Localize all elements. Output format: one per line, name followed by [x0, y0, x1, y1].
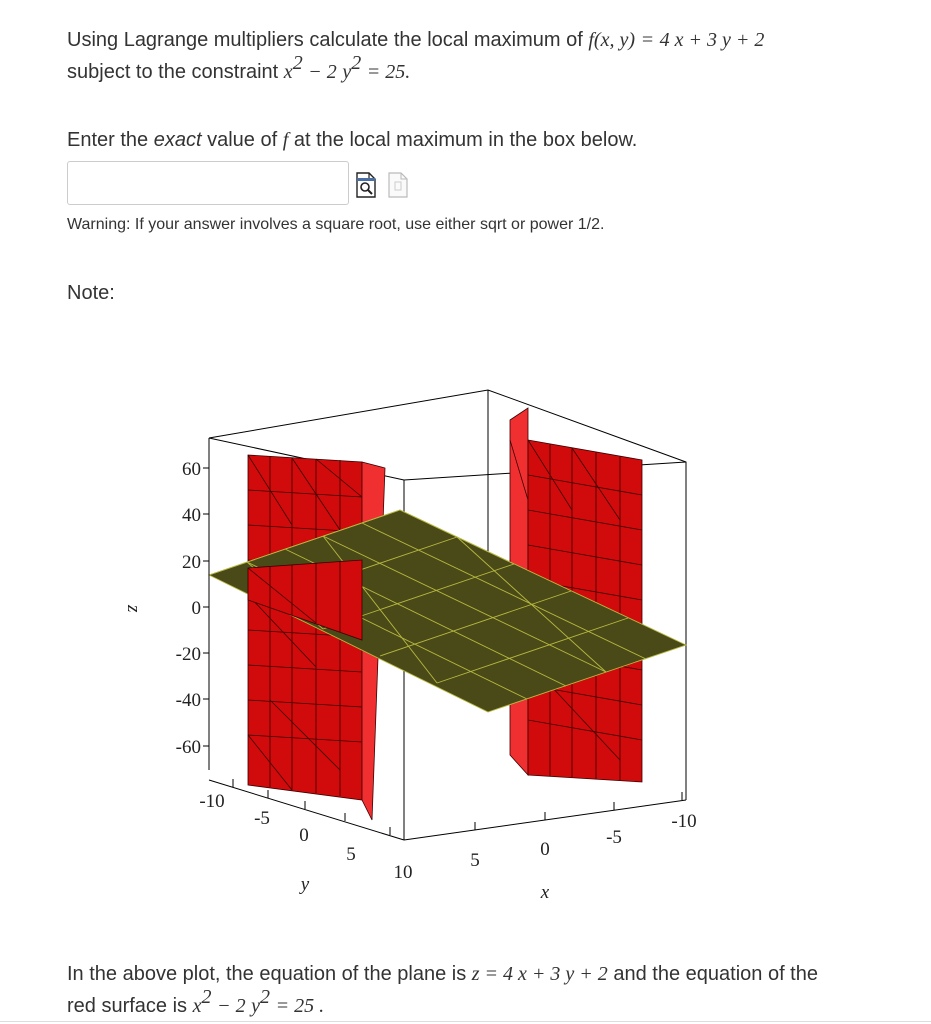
function-expression: 4 x + 3 y + 2: [659, 29, 765, 51]
x-tick: 5: [470, 850, 480, 871]
plane-equation: z = 4 x + 3 y + 2: [471, 963, 608, 985]
note-label: Note:: [67, 282, 115, 304]
instruction: Enter the exact value of f at the local maximum in the box below.: [67, 129, 638, 151]
z-axis: [123, 438, 209, 770]
y-tick: 10: [393, 862, 413, 883]
z-tick: -60: [175, 737, 201, 758]
y-axis-label: y: [300, 874, 310, 895]
caption-line-2: red surface is $x^2 - 2$ $y^2 = 25$ .: [67, 986, 325, 1017]
z-tick: 60: [182, 459, 201, 480]
z-tick: 40: [182, 505, 201, 526]
bottom-divider: [0, 1021, 931, 1022]
y-axis: [199, 779, 412, 895]
y-tick: -5: [254, 808, 270, 829]
preview-icon[interactable]: [355, 172, 377, 198]
z-tick: 0: [191, 598, 201, 619]
y-tick: 0: [299, 825, 309, 846]
y-tick: 5: [346, 844, 356, 865]
x-tick: 0: [540, 839, 550, 860]
question-line-1: Using Lagrange multipliers calculate the local maximum of f(x, y) = 4 x + 3 y + 2: [67, 29, 765, 51]
warning-text: Warning: If your answer involves a square root, use either sqrt or power 1/2.: [67, 216, 605, 233]
question-line-2: subject to the constraint $x^2 - 2$ $y^2 = 25$.: [67, 52, 411, 83]
help-page-icon[interactable]: [387, 172, 409, 198]
function-name: f(x, y): [588, 29, 635, 51]
x-axis-label: x: [540, 882, 550, 903]
answer-input[interactable]: [67, 161, 349, 205]
y-tick: -10: [199, 791, 225, 812]
z-tick: -20: [175, 644, 201, 665]
x-tick: -5: [606, 827, 622, 848]
z-tick: -40: [175, 690, 201, 711]
z-tick: 20: [182, 552, 201, 573]
surface-plot: [110, 380, 750, 920]
x-axis: [404, 792, 697, 903]
caption-line-1: In the above plot, the equation of the plane is z = 4 x + 3 y + 2 and the equation of the: [67, 963, 818, 985]
z-axis-label: z: [123, 605, 144, 613]
x-tick: -10: [671, 811, 697, 832]
